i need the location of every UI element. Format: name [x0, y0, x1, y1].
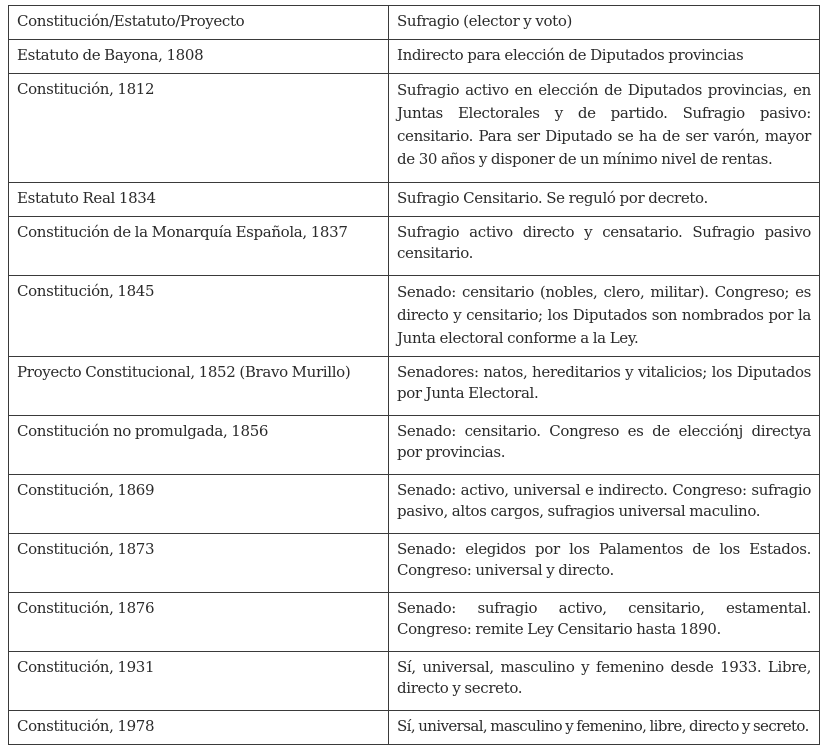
suffrage-text: Sí, universal, masculino y femenino, libre, directo y secreto.: [397, 717, 809, 735]
suffrage-cell: [389, 416, 820, 475]
document-name: Constitución, 1812: [17, 80, 155, 98]
suffrage-text: Sufragio activo directo y censatario. Sufragio pasivo censitario.: [397, 223, 811, 262]
header-cell-document: [9, 6, 389, 40]
table-row: [9, 74, 820, 183]
document-cell: [9, 183, 389, 217]
table-row: [9, 593, 820, 652]
header-cell-suffrage: [389, 6, 820, 40]
suffrage-cell: [389, 217, 820, 276]
table-row: [9, 534, 820, 593]
suffrage-text: Senado: elegidos por los Palamentos de los Estados. Congreso: universal y directo.: [397, 540, 811, 579]
suffrage-text: Sufragio activo en elección de Diputados provincias, en Juntas Electorales y de partido. Sufragio pasivo: censitario. Para ser Diputado se ha de ser varón, mayor de 30 años y disponer de un mínimo nivel de rentas.: [397, 81, 811, 168]
suffrage-text: Indirecto para elección de Diputados provincias: [397, 46, 744, 64]
suffrage-text: Senado: sufragio activo, censitario, estamental. Congreso: remite Ley Censitario hasta 1890.: [397, 599, 811, 638]
table-row: [9, 416, 820, 475]
document-name: Proyecto Constitucional, 1852 (Bravo Murillo): [17, 363, 351, 381]
suffrage-cell: [389, 74, 820, 183]
header-label-document: Constitución/Estatuto/Proyecto: [17, 12, 245, 30]
document-name: Constitución, 1978: [17, 717, 155, 735]
document-cell: [9, 217, 389, 276]
document-name: Constitución de la Monarquía Española, 1837: [17, 223, 348, 241]
document-cell: [9, 652, 389, 711]
document-cell: [9, 416, 389, 475]
table-row: [9, 183, 820, 217]
document-cell: [9, 357, 389, 416]
suffrage-cell: [389, 276, 820, 357]
document-cell: [9, 593, 389, 652]
table-row: [9, 276, 820, 357]
suffrage-table: [8, 5, 820, 745]
document-name: Constitución, 1869: [17, 481, 155, 499]
suffrage-cell: [389, 475, 820, 534]
suffrage-cell: [389, 711, 820, 745]
suffrage-cell: [389, 357, 820, 416]
document-name: Estatuto Real 1834: [17, 189, 156, 207]
suffrage-cell: [389, 652, 820, 711]
suffrage-text: Senado: activo, universal e indirecto. Congreso: sufragio pasivo, altos cargos, sufragios universal maculino.: [397, 481, 811, 520]
suffrage-cell: [389, 534, 820, 593]
document-name: Constitución, 1931: [17, 658, 155, 676]
table-row: [9, 357, 820, 416]
document-name: Constitución no promulgada, 1856: [17, 422, 269, 440]
document-cell: [9, 475, 389, 534]
document-name: Constitución, 1845: [17, 282, 155, 300]
table-row: [9, 40, 820, 74]
document-cell: [9, 534, 389, 593]
header-label-suffrage: Sufragio (elector y voto): [397, 12, 573, 30]
suffrage-text: Senado: censitario (nobles, clero, militar). Congreso; es directo y censitario; los Diputados son nombrados por la Junta electoral conforme a la Ley.: [397, 283, 811, 347]
suffrage-cell: [389, 183, 820, 217]
table-row: [9, 217, 820, 276]
document-cell: [9, 711, 389, 745]
table-row: [9, 652, 820, 711]
suffrage-cell: [389, 40, 820, 74]
document-name: Constitución, 1876: [17, 599, 155, 617]
suffrage-text: Sí, universal, masculino y femenino desde 1933. Libre, directo y secreto.: [397, 658, 811, 697]
suffrage-text: Senadores: natos, hereditarios y vitalicios; los Diputados por Junta Electoral.: [397, 363, 811, 402]
document-cell: [9, 74, 389, 183]
suffrage-text: Senado: censitario. Congreso es de elecciónj directya por provincias.: [397, 422, 811, 461]
table-row: [9, 711, 820, 745]
document-name: Estatuto de Bayona, 1808: [17, 46, 204, 64]
document-name: Constitución, 1873: [17, 540, 155, 558]
document-cell: [9, 276, 389, 357]
suffrage-text: Sufragio Censitario. Se reguló por decreto.: [397, 189, 708, 207]
document-cell: [9, 40, 389, 74]
table-header-row: [9, 6, 820, 40]
suffrage-cell: [389, 593, 820, 652]
table-row: [9, 475, 820, 534]
